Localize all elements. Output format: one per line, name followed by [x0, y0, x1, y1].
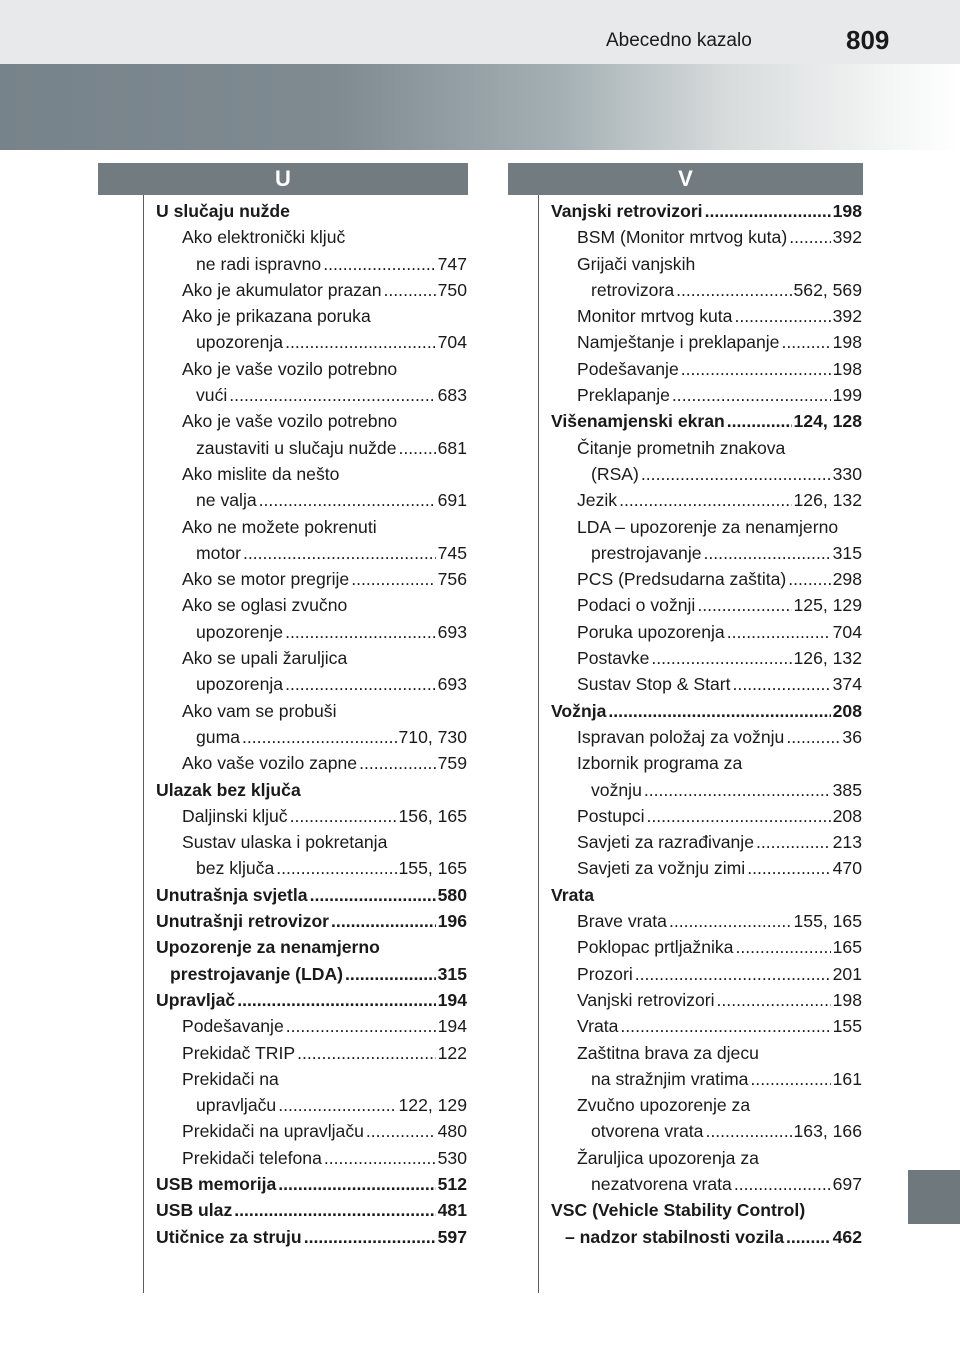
leader-dots: [750, 1066, 830, 1092]
entry-page: 315: [437, 963, 467, 984]
index-entry: [551, 461, 862, 487]
index-entry: [551, 961, 862, 987]
entry-text: Ako ne možete pokrenuti: [182, 516, 377, 537]
leader-dots: [278, 1092, 396, 1118]
entry-page: 392: [832, 227, 862, 248]
entry-text: Savjeti za razrađivanje: [577, 832, 755, 853]
entry-text: Unutrašnja svjetla: [156, 884, 308, 905]
index-entry: [551, 777, 862, 803]
index-entry: [551, 408, 862, 434]
column-divider-u: [143, 195, 144, 1293]
leader-dots: [705, 198, 831, 224]
leader-dots: [399, 435, 436, 461]
entry-text: Podaci o vožnji: [577, 595, 696, 616]
index-entry: [156, 566, 467, 592]
index-entry: [156, 540, 467, 566]
entry-text: Prekidači na: [182, 1068, 279, 1089]
entry-page: 155: [832, 1016, 862, 1037]
leader-dots: [705, 1118, 791, 1144]
entry-page: 693: [437, 621, 467, 642]
leader-dots: [242, 724, 396, 750]
entry-page: 745: [437, 542, 467, 563]
leader-dots: [788, 566, 830, 592]
entry-page: 385: [832, 779, 862, 800]
index-entry: [551, 1197, 862, 1223]
index-entry: [551, 1013, 862, 1039]
index-entry: [156, 277, 467, 303]
index-entry: [156, 987, 467, 1013]
entry-text: Preklapanje: [577, 385, 670, 406]
leader-dots: [304, 1224, 436, 1250]
entry-text: retrovizora: [591, 279, 675, 300]
leader-dots: [747, 855, 830, 881]
entry-text: vožnju: [591, 779, 642, 800]
index-entry: [156, 908, 467, 934]
entry-text: BSM (Monitor mrtvog kuta): [577, 227, 788, 248]
index-entry: [156, 1145, 467, 1171]
leader-dots: [345, 961, 436, 987]
leader-dots: [620, 1013, 830, 1039]
entry-page: 122: [437, 1042, 467, 1063]
index-entry: [551, 435, 862, 461]
index-entry: [551, 750, 862, 776]
index-entry: [156, 1040, 467, 1066]
index-column-v: [551, 198, 862, 1250]
entry-page: 208: [832, 805, 862, 826]
index-entry: [551, 277, 862, 303]
entry-text: Ako mislite da nešto: [182, 463, 340, 484]
entry-page: 562, 569: [793, 279, 862, 300]
leader-dots: [644, 777, 831, 803]
leader-dots: [234, 1197, 435, 1223]
leader-dots: [681, 356, 831, 382]
index-entry: [156, 671, 467, 697]
entry-page: 124, 128: [793, 411, 862, 432]
leader-dots: [704, 540, 831, 566]
leader-dots: [229, 382, 435, 408]
entry-page: 194: [437, 1016, 467, 1037]
entry-page: 126, 132: [793, 490, 862, 511]
entry-text: Prozori: [577, 963, 633, 984]
entry-text: ne valja: [196, 490, 257, 511]
entry-text: Postavke: [577, 648, 650, 669]
leader-dots: [276, 855, 396, 881]
entry-text: Utičnice za struju: [156, 1226, 302, 1247]
index-entry: [551, 514, 862, 540]
leader-dots: [735, 934, 830, 960]
index-entry: [551, 566, 862, 592]
leader-dots: [786, 724, 840, 750]
entry-text: Čitanje prometnih znakova: [577, 437, 786, 458]
index-entry: [156, 934, 467, 960]
index-entry: [551, 1171, 862, 1197]
leader-dots: [635, 961, 831, 987]
leader-dots: [324, 1145, 436, 1171]
entry-page: 597: [437, 1226, 467, 1247]
entry-page: 704: [832, 621, 862, 642]
leader-dots: [781, 329, 830, 355]
entry-text: Postupci: [577, 805, 645, 826]
index-entry: [551, 1118, 862, 1144]
index-entry: [551, 619, 862, 645]
index-entry: [156, 961, 467, 987]
entry-page: 201: [832, 963, 862, 984]
entry-text: Sustav Stop & Start: [577, 674, 731, 695]
entry-page: 198: [832, 201, 862, 221]
index-entry: [551, 251, 862, 277]
entry-text: Vrata: [551, 884, 595, 905]
leader-dots: [323, 251, 435, 277]
index-entry: [156, 882, 467, 908]
chapter-tab: [908, 1170, 960, 1224]
index-entry: [551, 724, 862, 750]
entry-page: 392: [832, 306, 862, 327]
index-entry: [156, 1197, 467, 1223]
index-entry: [156, 777, 467, 803]
entry-text: Poruka upozorenja: [577, 621, 725, 642]
entry-text: Ako se upali žaruljica: [182, 648, 348, 669]
index-entry: [551, 1066, 862, 1092]
entry-page: 693: [437, 674, 467, 695]
index-entry: [551, 645, 862, 671]
entry-text: Ako vaše vozilo zapne: [182, 753, 358, 774]
index-entry: [551, 671, 862, 697]
entry-text: upozorenja: [196, 674, 284, 695]
index-entry: [156, 514, 467, 540]
entry-text: na stražnjim vratima: [591, 1068, 749, 1089]
entry-text: Vrata: [577, 1016, 619, 1037]
index-entry: [156, 251, 467, 277]
entry-page: 683: [437, 385, 467, 406]
entry-text: Vanjski retrovizori: [577, 989, 715, 1010]
leader-dots: [285, 671, 436, 697]
entry-text: zaustaviti u slučaju nužde: [196, 437, 397, 458]
entry-page: 759: [437, 753, 467, 774]
entry-page: 580: [437, 884, 467, 905]
entry-text: Namještanje i preklapanje: [577, 332, 780, 353]
page-title: Abecedno kazalo: [606, 30, 752, 51]
entry-text: upozorenja: [196, 332, 284, 353]
entry-page: 156, 165: [398, 805, 467, 826]
entry-page: 697: [832, 1173, 862, 1194]
leader-dots: [285, 619, 436, 645]
leader-dots: [786, 1224, 831, 1250]
entry-page: 165: [832, 937, 862, 958]
entry-text: Poklopac prtljažnika: [577, 937, 734, 958]
entry-text: Ako je prikazana poruka: [182, 306, 371, 327]
leader-dots: [608, 698, 830, 724]
index-entry: [551, 224, 862, 250]
page-number: 809: [846, 25, 890, 55]
leader-dots: [727, 408, 792, 434]
entry-page: 691: [437, 490, 467, 511]
leader-dots: [259, 487, 436, 513]
index-entry: [156, 1171, 467, 1197]
leader-dots: [669, 908, 792, 934]
leader-dots: [310, 882, 436, 908]
leader-dots: [734, 303, 830, 329]
entry-text: USB memorija: [156, 1173, 277, 1194]
entry-page: 122, 129: [398, 1095, 467, 1116]
index-entry: [156, 1118, 467, 1144]
index-entry: [156, 356, 467, 382]
leader-dots: [278, 1171, 435, 1197]
entry-text: Upravljač: [156, 989, 236, 1010]
leader-dots: [286, 1013, 436, 1039]
entry-text: LDA – upozorenje za nenamjerno: [577, 516, 839, 537]
entry-text: Prekidač TRIP: [182, 1042, 296, 1063]
leader-dots: [297, 1040, 436, 1066]
leader-dots: [237, 987, 435, 1013]
entry-text: otvorena vrata: [591, 1121, 704, 1142]
entry-page: 155, 165: [398, 858, 467, 879]
entry-text: Daljinski ključ: [182, 805, 288, 826]
index-entry: [551, 803, 862, 829]
index-entry: [156, 829, 467, 855]
entry-text: Vožnja: [551, 700, 607, 721]
entry-text: PCS (Predsudarna zaštita): [577, 569, 787, 590]
leader-dots: [619, 487, 791, 513]
entry-text: upozorenje: [196, 621, 284, 642]
entry-page: 374: [832, 674, 862, 695]
leader-dots: [384, 277, 436, 303]
entry-text: nezatvorena vrata: [591, 1173, 732, 1194]
entry-text: Ulazak bez ključa: [156, 779, 301, 800]
entry-page: 298: [832, 569, 862, 590]
index-entry: [156, 645, 467, 671]
leader-dots: [366, 1118, 436, 1144]
entry-text: Monitor mrtvog kuta: [577, 306, 733, 327]
entry-text: USB ulaz: [156, 1200, 233, 1221]
entry-text: upravljaču: [196, 1095, 277, 1116]
leader-dots: [672, 382, 831, 408]
entry-page: 756: [437, 569, 467, 590]
entry-page: 512: [437, 1173, 467, 1194]
index-entry: [551, 303, 862, 329]
entry-page: 330: [832, 463, 862, 484]
index-entry: [156, 592, 467, 618]
section-letter-v: V: [508, 163, 863, 195]
entry-page: 315: [832, 542, 862, 563]
leader-dots: [756, 829, 831, 855]
entry-page: 530: [437, 1147, 467, 1168]
index-entry: [156, 1224, 467, 1250]
entry-page: 163, 166: [793, 1121, 862, 1142]
leader-dots: [285, 329, 436, 355]
entry-text: prestrojavanje (LDA): [170, 963, 344, 984]
entry-text: Vanjski retrovizori: [551, 201, 703, 221]
entry-page: 704: [437, 332, 467, 353]
index-entry: [551, 356, 862, 382]
entry-page: 194: [437, 989, 467, 1010]
leader-dots: [789, 224, 830, 250]
index-entry: [156, 382, 467, 408]
leader-dots: [641, 461, 831, 487]
entry-text: Ako je vaše vozilo potrebno: [182, 358, 398, 379]
index-entry: [156, 461, 467, 487]
index-entry: [156, 1066, 467, 1092]
entry-page: 161: [832, 1068, 862, 1089]
index-entry: [156, 408, 467, 434]
entry-text: Prekidači telefona: [182, 1147, 322, 1168]
entry-page: 208: [832, 700, 862, 721]
entry-page: 213: [832, 832, 862, 853]
leader-dots: [331, 908, 436, 934]
index-entry: [551, 829, 862, 855]
entry-page: 126, 132: [793, 648, 862, 669]
entry-page: 480: [437, 1121, 467, 1142]
leader-dots: [243, 540, 436, 566]
leader-dots: [717, 987, 831, 1013]
leader-dots: [727, 619, 831, 645]
index-entry: [551, 1040, 862, 1066]
entry-page: 747: [437, 253, 467, 274]
index-entry: [551, 1145, 862, 1171]
entry-page: 125, 129: [793, 595, 862, 616]
entry-text: Ako se oglasi zvučno: [182, 595, 348, 616]
entry-page: 198: [832, 358, 862, 379]
entry-text: Zvučno upozorenje za: [577, 1095, 751, 1116]
index-entry: [156, 1013, 467, 1039]
column-divider-v: [538, 195, 539, 1293]
index-entry: [156, 329, 467, 355]
entry-page: 681: [437, 437, 467, 458]
entry-text: Unutrašnji retrovizor: [156, 911, 330, 932]
entry-text: Ako vam se probuši: [182, 700, 337, 721]
entry-page: 198: [832, 989, 862, 1010]
index-entry: [551, 855, 862, 881]
leader-dots: [651, 645, 791, 671]
entry-text: Sustav ulaska i pokretanja: [182, 832, 388, 853]
entry-text: motor: [196, 542, 241, 563]
index-column-u: [156, 198, 467, 1250]
entry-text: prestrojavanje: [591, 542, 702, 563]
entry-text: Jezik: [577, 490, 618, 511]
entry-text: Ako se motor pregrije: [182, 569, 350, 590]
entry-text: Ako je akumulator prazan: [182, 279, 382, 300]
index-entry: [551, 592, 862, 618]
index-entry: [551, 1092, 862, 1118]
leader-dots: [697, 592, 791, 618]
index-entry: [156, 198, 467, 224]
leader-dots: [734, 1171, 831, 1197]
entry-page: 710, 730: [398, 726, 467, 747]
entry-text: guma: [196, 726, 241, 747]
index-entry: [551, 698, 862, 724]
header-bar: [0, 0, 960, 64]
entry-text: Ako elektronički ključ: [182, 227, 346, 248]
index-entry: [156, 224, 467, 250]
entry-text: Upozorenje za nenamjerno: [156, 937, 380, 958]
entry-text: Prekidači na upravljaču: [182, 1121, 364, 1142]
entry-text: ne radi ispravno: [196, 253, 322, 274]
entry-text: VSC (Vehicle Stability Control): [551, 1200, 806, 1221]
entry-text: bez ključa: [196, 858, 275, 879]
leader-dots: [290, 803, 397, 829]
entry-text: Podešavanje: [577, 358, 679, 379]
index-entry: [551, 908, 862, 934]
entry-page: 198: [832, 332, 862, 353]
leader-dots: [676, 277, 791, 303]
index-entry: [551, 382, 862, 408]
entry-text: Savjeti za vožnju zimi: [577, 858, 746, 879]
entry-text: Ako je vaše vozilo potrebno: [182, 411, 398, 432]
entry-text: Ispravan položaj za vožnju: [577, 726, 785, 747]
entry-page: 750: [437, 279, 467, 300]
section-letter-u: U: [98, 163, 468, 195]
index-entry: [156, 1092, 467, 1118]
index-entry: [551, 329, 862, 355]
entry-text: Izbornik programa za: [577, 753, 743, 774]
entry-text: Grijači vanjskih: [577, 253, 696, 274]
entry-page: 199: [832, 385, 862, 406]
index-entry: [551, 198, 862, 224]
entry-text: Brave vrata: [577, 911, 667, 932]
entry-text: vući: [196, 385, 228, 406]
entry-text: Žaruljica upozorenja za: [577, 1147, 759, 1168]
index-entry: [156, 698, 467, 724]
index-entry: [551, 540, 862, 566]
index-entry: [156, 303, 467, 329]
index-entry: [551, 487, 862, 513]
entry-page: 481: [437, 1200, 467, 1221]
entry-text: U slučaju nužde: [156, 201, 290, 221]
index-entry: [156, 803, 467, 829]
leader-dots: [646, 803, 830, 829]
entry-text: Višenamjenski ekran: [551, 411, 725, 432]
index-entry: [551, 934, 862, 960]
leader-dots: [359, 750, 436, 776]
entry-page: 462: [832, 1226, 862, 1247]
entry-text: Zaštitna brava za djecu: [577, 1042, 759, 1063]
index-entry: [156, 750, 467, 776]
entry-page: 36: [842, 726, 862, 747]
entry-page: 155, 165: [793, 911, 862, 932]
index-entry: [156, 724, 467, 750]
index-entry: [156, 435, 467, 461]
index-entry: [156, 619, 467, 645]
entry-page: 196: [437, 911, 467, 932]
index-entry: [551, 1224, 862, 1250]
leader-dots: [351, 566, 435, 592]
entry-text: (RSA): [591, 463, 639, 484]
index-entry: [156, 855, 467, 881]
leader-dots: [733, 671, 831, 697]
index-entry: [156, 487, 467, 513]
entry-text: – nadzor stabilnosti vozila: [565, 1226, 784, 1247]
header-banner: [0, 64, 960, 150]
index-entry: [551, 882, 862, 908]
entry-page: 470: [832, 858, 862, 879]
entry-text: Podešavanje: [182, 1016, 284, 1037]
index-entry: [551, 987, 862, 1013]
